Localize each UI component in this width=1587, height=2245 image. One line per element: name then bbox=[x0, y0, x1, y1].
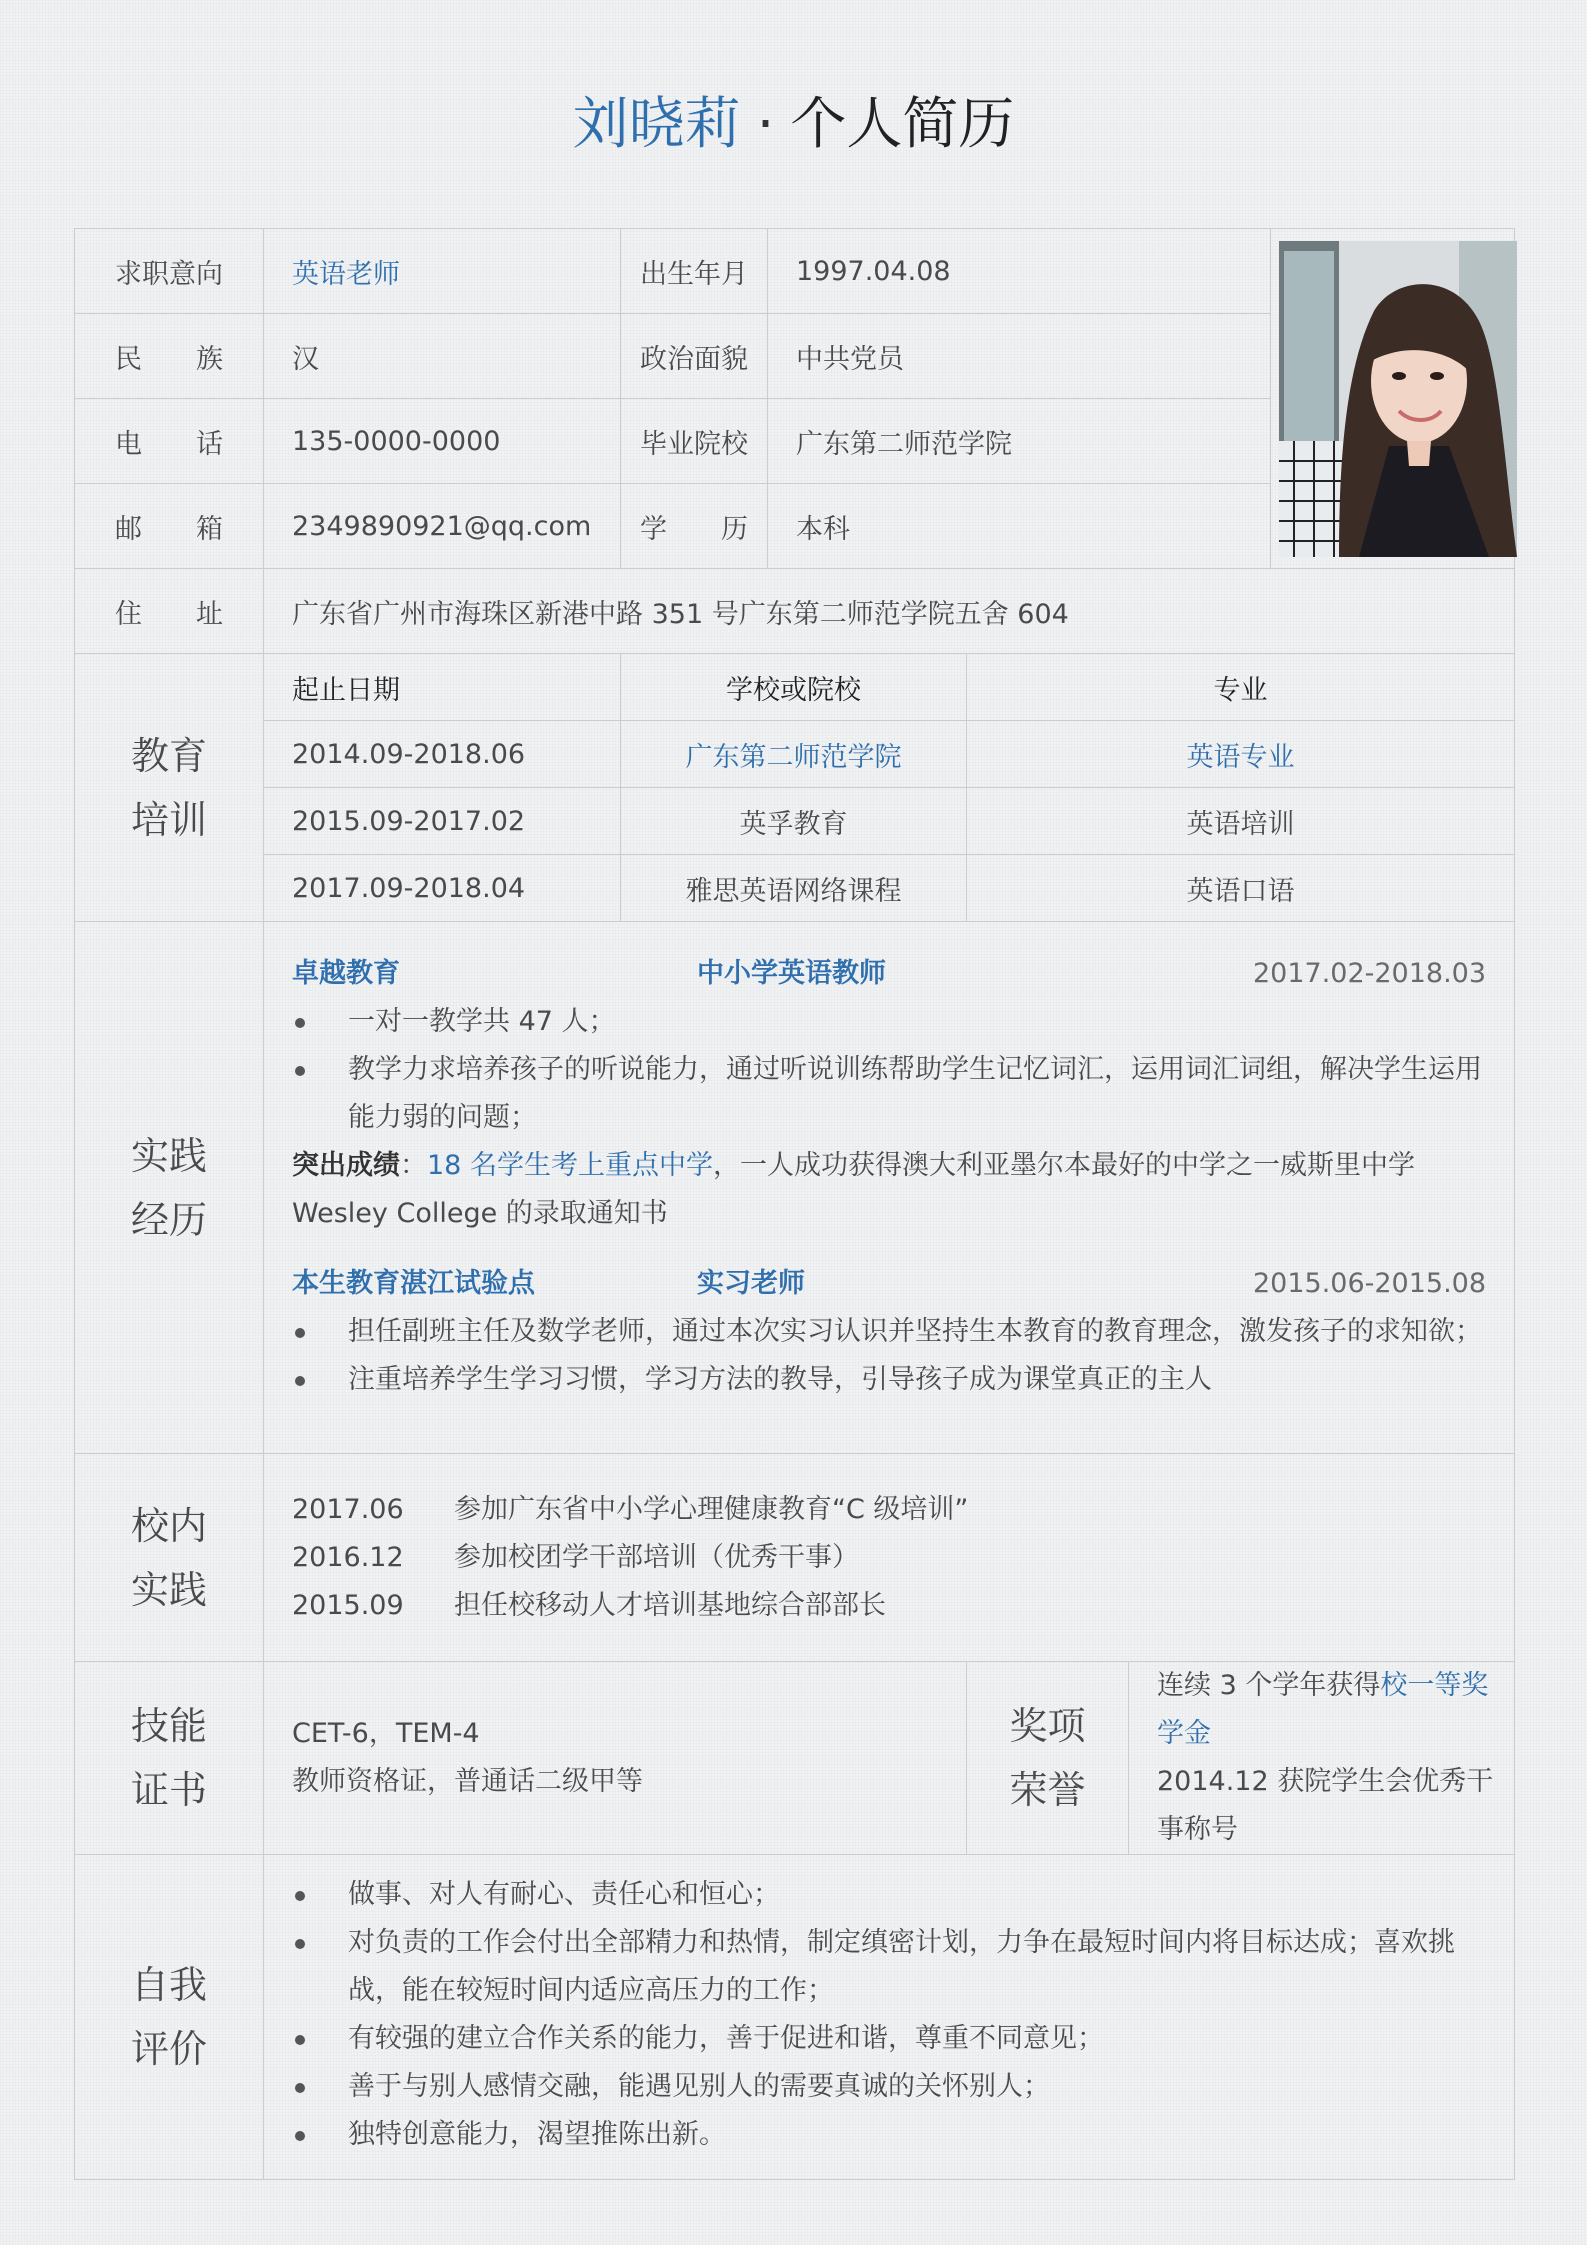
skills-content bbox=[264, 1662, 967, 1855]
activity-text: 参加校团学干部培训（优秀干事） bbox=[454, 1541, 859, 1573]
list-item: 注重培养学生学习习惯，学习方法的教导，引导孩子成为课堂真正的主人 bbox=[292, 1356, 1486, 1404]
awards-line: 2014.12 获院学生会优秀干事称号 bbox=[1157, 1766, 1494, 1845]
edu-date: 2017.09-2018.04 bbox=[264, 855, 621, 922]
email-value: 2349890921@qq.com bbox=[264, 484, 621, 569]
job-bullets bbox=[292, 1308, 1486, 1404]
address-value: 广东省广州市海珠区新港中路 351 号广东第二师范学院五舍 604 bbox=[264, 569, 1515, 654]
doc-title: 个人简历 bbox=[790, 92, 1015, 157]
self-bullets bbox=[292, 1871, 1486, 2159]
awards-content bbox=[1129, 1662, 1515, 1855]
page-title bbox=[0, 85, 1587, 165]
school-label: 毕业院校 bbox=[621, 399, 768, 484]
self-content bbox=[264, 1855, 1515, 2180]
list-item: 对负责的工作会付出全部精力和热情，制定缜密计划，力争在最短时间内将目标达成；喜欢挑战，能在较短时间内适应高压力的工作； bbox=[292, 1919, 1486, 2015]
list-item bbox=[292, 1582, 1514, 1630]
skills-line: 教师资格证，普通话二级甲等 bbox=[292, 1766, 643, 1797]
resume-table bbox=[74, 228, 1515, 2180]
phone-value: 135-0000-0000 bbox=[264, 399, 621, 484]
list-item: 独特创意能力，渴望推陈出新。 bbox=[292, 2111, 1486, 2159]
skills-line: CET-6，TEM-4 bbox=[292, 1718, 480, 1749]
education-title-line1: 教育 bbox=[130, 733, 207, 778]
campus-content bbox=[264, 1454, 1515, 1662]
activity-date: 2017.06 bbox=[292, 1493, 404, 1525]
edu-school: 英孚教育 bbox=[621, 788, 967, 855]
achievement-highlight: 18 名学生考上重点中学 bbox=[427, 1150, 713, 1181]
job-position: 中小学英语教师 bbox=[697, 958, 886, 989]
degree-label: 学 历 bbox=[621, 484, 768, 569]
self-title-line1: 自我 bbox=[130, 1963, 207, 2007]
edu-school: 雅思英语网络课程 bbox=[621, 855, 967, 922]
activity-date: 2015.09 bbox=[292, 1589, 404, 1621]
edu-major: 英语专业 bbox=[967, 721, 1515, 788]
list-item: 担任副班主任及数学老师，通过本次实习认识并坚持生本教育的教育理念，激发孩子的求知欲； bbox=[292, 1308, 1486, 1356]
name-title: 刘晓莉 bbox=[572, 92, 741, 157]
job-date: 2015.06-2015.08 bbox=[1252, 1268, 1487, 1299]
edu-school: 广东第二师范学院 bbox=[621, 721, 967, 788]
job-header bbox=[292, 1260, 1486, 1308]
birth-value: 1997.04.08 bbox=[768, 229, 1271, 314]
profile-photo bbox=[1279, 241, 1517, 557]
phone-label: 电 话 bbox=[75, 399, 264, 484]
list-item: 教学力求培养孩子的听说能力，通过听说训练帮助学生记忆词汇，运用词汇词组，解决学生运用能力弱的问题； bbox=[292, 1046, 1486, 1142]
birth-label: 出生年月 bbox=[621, 229, 768, 314]
awards-line-pre: 连续 3 个学年获得 bbox=[1157, 1670, 1381, 1701]
skills-title-line2: 证书 bbox=[130, 1768, 207, 1812]
skills-section-title bbox=[75, 1662, 264, 1855]
campus-title-line2: 实践 bbox=[130, 1567, 207, 1612]
activity-text: 担任校移动人才培训基地综合部部长 bbox=[454, 1589, 886, 1621]
achievement bbox=[292, 1142, 1486, 1238]
email-label: 邮 箱 bbox=[75, 484, 264, 569]
education-section-title bbox=[75, 654, 264, 922]
self-section-title bbox=[75, 1855, 264, 2180]
practice-content bbox=[264, 922, 1515, 1454]
self-title-line2: 评价 bbox=[130, 2027, 207, 2071]
degree-value: 本科 bbox=[768, 484, 1271, 569]
ethnic-value: 汉 bbox=[264, 314, 621, 399]
ethnic-label: 民 族 bbox=[75, 314, 264, 399]
awards-title-line2: 荣誉 bbox=[1009, 1768, 1086, 1812]
photo-cell bbox=[1271, 229, 1515, 569]
edu-header-date: 起止日期 bbox=[264, 654, 621, 721]
job-org: 本生教育湛江试验点 bbox=[292, 1268, 535, 1299]
awards-line bbox=[1157, 1662, 1514, 1758]
job-date: 2017.02-2018.03 bbox=[1252, 958, 1487, 989]
practice-title-line2: 经历 bbox=[130, 1197, 207, 1242]
politics-value: 中共党员 bbox=[768, 314, 1271, 399]
list-item bbox=[292, 1534, 1514, 1582]
edu-header-school: 学校或院校 bbox=[621, 654, 967, 721]
edu-date: 2015.09-2017.02 bbox=[264, 788, 621, 855]
edu-major: 英语口语 bbox=[967, 855, 1515, 922]
edu-major: 英语培训 bbox=[967, 788, 1515, 855]
job-header bbox=[292, 950, 1486, 998]
education-title-line2: 培训 bbox=[130, 797, 207, 842]
list-item bbox=[292, 1486, 1514, 1534]
address-label: 住 址 bbox=[75, 569, 264, 654]
edu-header-major: 专业 bbox=[967, 654, 1515, 721]
job-label: 求职意向 bbox=[75, 229, 264, 314]
achievement-rest: ，一人成功获得澳大利亚墨尔本最好的中学之一威斯里中学 Wesley College 的录取通知书 bbox=[292, 1150, 1415, 1229]
job-position: 实习老师 bbox=[697, 1268, 805, 1299]
achievement-label: 突出成绩 bbox=[292, 1150, 400, 1181]
activity-text: 参加广东省中小学心理健康教育“C 级培训” bbox=[454, 1493, 969, 1525]
job-bullets bbox=[292, 998, 1486, 1142]
awards-section-title bbox=[967, 1662, 1129, 1855]
job-value: 英语老师 bbox=[264, 229, 621, 314]
list-item: 一对一教学共 47 人； bbox=[292, 998, 1486, 1046]
school-value: 广东第二师范学院 bbox=[768, 399, 1271, 484]
awards-highlight: 校一等奖学金 bbox=[1157, 1670, 1489, 1749]
awards-title-line1: 奖项 bbox=[1009, 1704, 1086, 1748]
title-separator: · bbox=[756, 92, 775, 157]
list-item: 做事、对人有耐心、责任心和恒心； bbox=[292, 1871, 1486, 1919]
campus-section-title bbox=[75, 1454, 264, 1662]
practice-section-title bbox=[75, 922, 264, 1454]
edu-date: 2014.09-2018.06 bbox=[264, 721, 621, 788]
skills-title-line1: 技能 bbox=[130, 1704, 207, 1748]
achievement-colon: ： bbox=[400, 1150, 427, 1181]
politics-label: 政治面貌 bbox=[621, 314, 768, 399]
practice-title-line1: 实践 bbox=[130, 1133, 207, 1178]
list-item: 善于与别人感情交融，能遇见别人的需要真诚的关怀别人； bbox=[292, 2063, 1486, 2111]
campus-title-line1: 校内 bbox=[130, 1503, 207, 1548]
activity-date: 2016.12 bbox=[292, 1541, 404, 1573]
list-item: 有较强的建立合作关系的能力，善于促进和谐，尊重不同意见； bbox=[292, 2015, 1486, 2063]
job-org: 卓越教育 bbox=[292, 958, 400, 989]
